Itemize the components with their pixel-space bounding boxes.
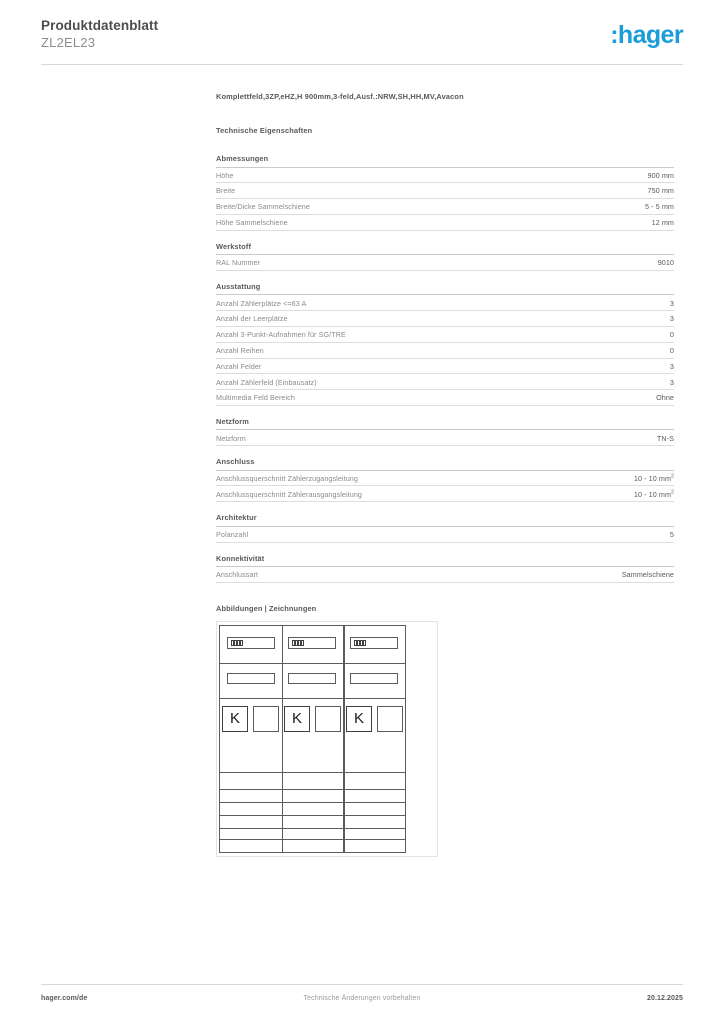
- spec-section: [216, 513, 674, 542]
- spec-section-title: Architektur: [216, 513, 674, 527]
- spec-row: [216, 215, 674, 231]
- spec-value-text: 0: [669, 345, 674, 355]
- cabinet-outline: [219, 625, 406, 853]
- spec-value-superscript: 2: [671, 473, 674, 480]
- drawings-heading: Abbildungen | Zeichnungen: [216, 603, 317, 613]
- spec-value-text: 3: [669, 298, 674, 308]
- spec-value-text: Sammelschiene: [621, 570, 674, 580]
- meter-segments-icon-2: [292, 640, 304, 646]
- spec-label: Anschlussart: [216, 570, 259, 580]
- spec-label: Anzahl der Leerplätze: [216, 314, 288, 324]
- spec-value-text: 12 mm: [651, 218, 674, 228]
- product-name: Komplettfeld,3ZP,eHZ,H 900mm,3-feld,Ausf.:NRW,SH,HH,MV,Avacon: [216, 92, 464, 101]
- spec-value-text: TN-S: [656, 433, 674, 443]
- spec-section: [216, 417, 674, 446]
- spec-value: [670, 530, 674, 539]
- spec-label: Netzform: [216, 433, 246, 443]
- spec-section-title: Werkstoff: [216, 242, 674, 256]
- hager-logo: :hager: [610, 21, 683, 49]
- page-title: Produktdatenblatt: [41, 18, 159, 33]
- spec-section-title: Anschluss: [216, 457, 674, 471]
- field-divider-1: [282, 626, 284, 852]
- spec-label: Anzahl Zählerfeld (Einbausatz): [216, 377, 317, 387]
- spec-row: [216, 327, 674, 343]
- spec-row: [216, 183, 674, 199]
- spec-value: [652, 218, 674, 227]
- spec-label: Polanzahl: [216, 529, 249, 539]
- spec-row: [216, 295, 674, 311]
- spec-value: [622, 570, 674, 579]
- k-box-1: K: [222, 706, 248, 732]
- page-header: [41, 18, 683, 62]
- spec-value: [670, 346, 674, 355]
- spec-section: [216, 554, 674, 583]
- spec-label: Anzahl 3-Punkt-Aufnahmen für SG/TRE: [216, 330, 346, 340]
- spec-section: [216, 282, 674, 406]
- spec-label: Anzahl Reihen: [216, 345, 264, 355]
- blank-box-3: [377, 706, 403, 732]
- spec-value: [656, 393, 674, 402]
- spec-section-title: Abmessungen: [216, 154, 674, 168]
- row-divider-3: [220, 772, 405, 774]
- technical-properties-heading: Technische Eigenschaften: [216, 126, 313, 135]
- spec-section: [216, 154, 674, 231]
- spec-value: [670, 378, 674, 387]
- technical-drawing: [216, 621, 438, 857]
- spec-value-text: 3: [669, 377, 674, 387]
- spec-value: [648, 186, 674, 195]
- spec-row: [216, 471, 674, 487]
- spec-value-text: 900 mm: [647, 170, 674, 180]
- spec-row: [216, 567, 674, 583]
- spec-value: [670, 314, 674, 323]
- spec-sections: [216, 154, 674, 583]
- spec-section-title: Konnektivität: [216, 554, 674, 568]
- spec-row: [216, 359, 674, 375]
- slot-box-1: [227, 673, 275, 684]
- meter-display-2: [288, 637, 336, 649]
- header-divider: [41, 64, 683, 65]
- spec-value-superscript: 2: [671, 489, 674, 496]
- slot-box-2: [288, 673, 336, 684]
- spec-value-text: 5 - 5 mm: [645, 202, 674, 212]
- spec-label: Anschlussquerschnitt Zählerzugangsleitung: [216, 473, 358, 483]
- spec-label: Multimedia Feld Bereich: [216, 393, 295, 403]
- spec-value: [645, 202, 674, 211]
- spec-value: [670, 299, 674, 308]
- row-divider-7: [220, 828, 405, 830]
- meter-segments-icon-1: [231, 640, 243, 646]
- product-reference: ZL2EL23: [41, 35, 96, 50]
- spec-value-text: 3: [669, 361, 674, 371]
- spec-section-title: Ausstattung: [216, 282, 674, 296]
- spec-label: Anzahl Zählerplätze <=63 A: [216, 298, 307, 308]
- spec-row: [216, 255, 674, 271]
- spec-row: [216, 168, 674, 184]
- spec-value: [634, 474, 674, 483]
- blank-box-1: [253, 706, 279, 732]
- spec-value: [658, 258, 674, 267]
- row-divider-4: [220, 789, 405, 791]
- spec-value-text: Ohne: [656, 393, 674, 403]
- spec-row: [216, 374, 674, 390]
- row-divider-8: [220, 839, 405, 841]
- spec-value-text: 5: [669, 529, 674, 539]
- spec-value: [648, 171, 674, 180]
- footer-disclaimer: Technische Änderungen vorbehalten: [303, 995, 421, 1002]
- content-area: [216, 92, 674, 857]
- spec-value-text: 750 mm: [647, 186, 674, 196]
- spec-label: Breite/Dicke Sammelschiene: [216, 202, 310, 212]
- field-divider-2: [343, 626, 345, 852]
- spec-section: [216, 242, 674, 271]
- spec-row: [216, 430, 674, 446]
- meter-display-3: [350, 637, 398, 649]
- row-divider-2: [220, 698, 405, 700]
- spec-section: [216, 457, 674, 502]
- spec-value-text: 9010: [657, 258, 674, 268]
- spec-row: [216, 343, 674, 359]
- spec-value-text: 10 - 10 mm: [633, 473, 672, 483]
- spec-value-text: 0: [669, 330, 674, 340]
- k-box-3: K: [346, 706, 372, 732]
- spec-label: Höhe Sammelschiene: [216, 218, 288, 228]
- footer-divider: [41, 984, 683, 985]
- spec-value: [670, 362, 674, 371]
- blank-box-2: [315, 706, 341, 732]
- spec-value-text: 3: [669, 314, 674, 324]
- spec-value-text: 10 - 10 mm: [633, 489, 672, 499]
- row-divider-6: [220, 815, 405, 817]
- spec-section-title: Netzform: [216, 417, 674, 431]
- spec-label: Anschlussquerschnitt Zählerausgangsleitung: [216, 489, 362, 499]
- row-divider-5: [220, 802, 405, 804]
- slot-box-3: [350, 673, 398, 684]
- spec-row: [216, 390, 674, 406]
- spec-label: Anzahl Felder: [216, 361, 262, 371]
- spec-value: [634, 490, 674, 499]
- spec-value: [657, 434, 674, 443]
- meter-segments-icon-3: [354, 640, 366, 646]
- spec-label: RAL Nummer: [216, 258, 261, 268]
- spec-row: [216, 527, 674, 543]
- spec-label: Höhe: [216, 170, 234, 180]
- k-box-2: K: [284, 706, 310, 732]
- footer-date: 20.12.2025: [646, 995, 683, 1002]
- spec-row: [216, 199, 674, 215]
- spec-label: Breite: [216, 186, 236, 196]
- meter-display-1: [227, 637, 275, 649]
- spec-row: [216, 486, 674, 502]
- row-divider-1: [220, 663, 405, 665]
- spec-value: [670, 330, 674, 339]
- footer-website[interactable]: hager.com/de: [41, 995, 88, 1002]
- page-footer: [41, 995, 683, 1009]
- spec-row: [216, 311, 674, 327]
